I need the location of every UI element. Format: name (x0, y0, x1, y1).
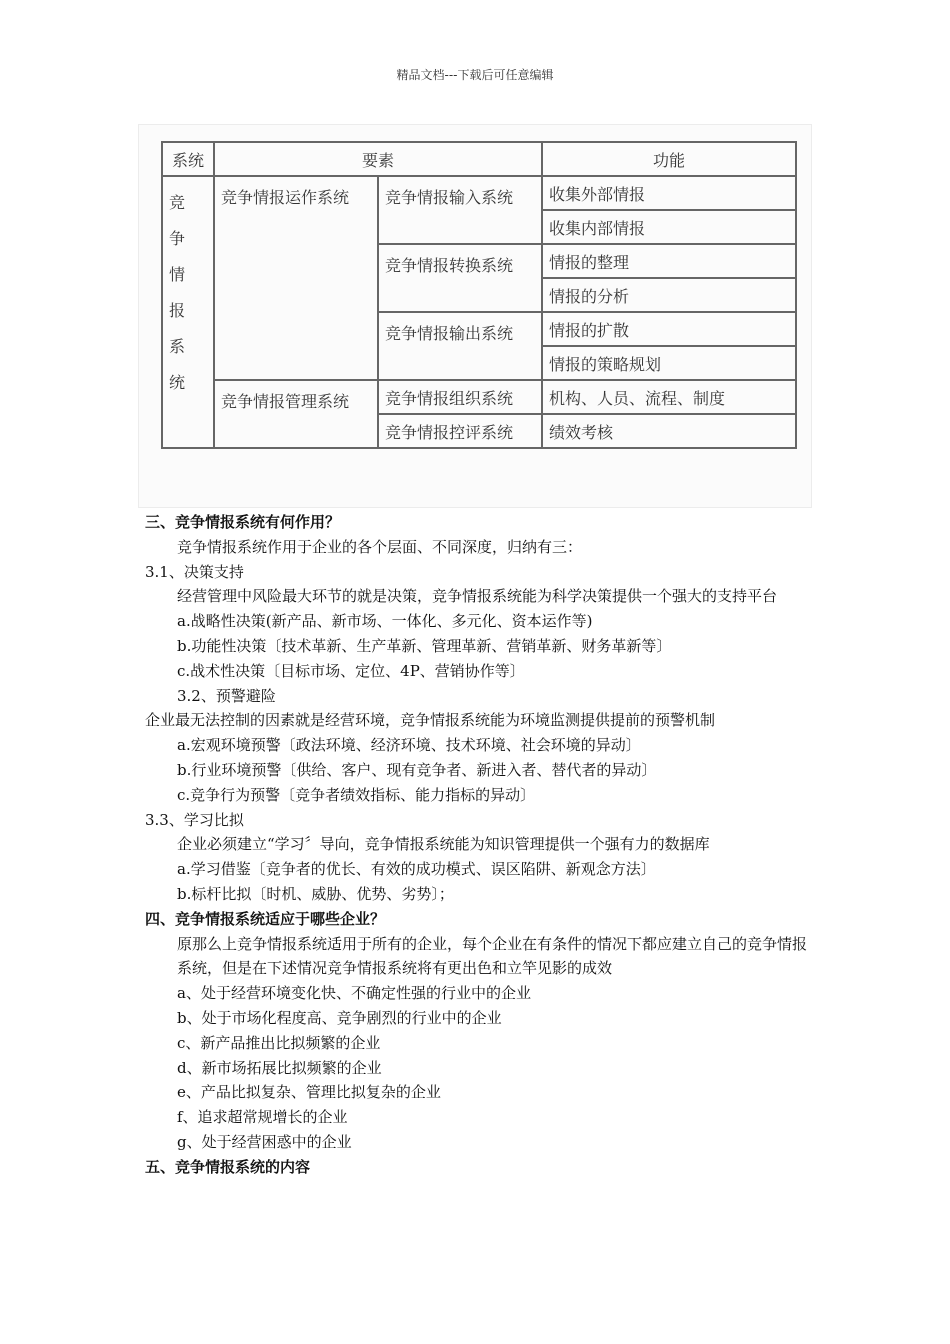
section-3-2-text: 企业最无法控制的因素就是经营环境，竞争情报系统能为环境监测提供提前的预警机制 (145, 711, 716, 730)
list-item: a、处于经营环境变化快、不确定性强的行业中的企业 (177, 984, 531, 1003)
page-header: 精品文档---下载后可任意编辑 (396, 68, 554, 82)
list-item: b.行业环境预警〔供给、客户、现有竞争者、新进入者、替代者的异动〕 (177, 760, 657, 779)
list-item: b.功能性决策〔技术革新、生产革新、管理革新、营销革新、财务革新等〕 (177, 636, 672, 655)
function-cell: 绩效考核 (542, 414, 796, 448)
system-table (161, 141, 797, 449)
section-3-1-title: 3.1、决策支持 (145, 562, 244, 581)
subsystem-control: 竞争情报控评系统 (378, 414, 542, 448)
list-item: a.学习借鉴〔竞争者的优长、有效的成功模式、误区陷阱、新观念方法〕 (177, 860, 656, 879)
document-body (145, 510, 815, 1180)
section-4-title: 四、竞争情报系统适应于哪些企业？ (145, 909, 386, 928)
subsystem-organization: 竞争情报组织系统 (378, 380, 542, 414)
section-3-title: 三、竞争情报系统有何作用？ (145, 513, 341, 531)
group-operation: 竞争情报运作系统 (214, 176, 378, 380)
system-label-vertical: 竞 争 情 报 系 统 (162, 176, 214, 448)
function-cell: 收集内部情报 (542, 210, 796, 244)
list-item: b.标杆比拟〔时机、威胁、优势、劣势〕； (177, 884, 454, 903)
subsystem-input: 竞争情报输入系统 (378, 176, 542, 244)
list-item: c、新产品推出比拟频繁的企业 (177, 1033, 381, 1052)
list-item: c.竞争行为预警〔竞争者绩效指标、能力指标的异动〕 (177, 785, 536, 804)
header-function: 功能 (542, 142, 796, 176)
list-item: f、追求超常规增长的企业 (177, 1108, 348, 1127)
list-item: a.战略性决策(新产品、新市场、一体化、多元化、资本运作等) (177, 612, 593, 631)
function-cell: 情报的分析 (542, 278, 796, 312)
section-3-3-text: 企业必须建立“学习〞导向，竞争情报系统能为知识管理提供一个强有力的数据库 (177, 835, 710, 854)
function-cell: 收集外部情报 (542, 176, 796, 210)
list-item: e、产品比拟复杂、管理比拟复杂的企业 (177, 1083, 441, 1102)
section-4-text: 原那么上竞争情报系统适用于所有的企业，每个企业在有条件的情况下都应建立自己的竞争情报系统，但是在下述情况竞争情报系统将有更出色和立竿见影的成效 (177, 934, 808, 978)
list-item: d、新市场拓展比拟频繁的企业 (177, 1058, 382, 1077)
table-row (162, 380, 796, 414)
list-item: c.战术性决策〔目标市场、定位、4P、营销协作等〕 (177, 661, 525, 680)
function-cell: 情报的整理 (542, 244, 796, 278)
function-cell: 机构、人员、流程、制度 (542, 380, 796, 414)
section-3-2-title: 3.2、预警避险 (177, 686, 276, 705)
section-3-3-title: 3.3、学习比拟 (145, 810, 244, 829)
subsystem-transform: 竞争情报转换系统 (378, 244, 542, 312)
table-row (162, 176, 796, 210)
table-header-row (162, 142, 796, 176)
subsystem-output: 竞争情报输出系统 (378, 312, 542, 380)
section-3-intro: 竞争情报系统作用于企业的各个层面、不同深度，归纳有三： (177, 537, 583, 556)
header-system: 系统 (162, 142, 214, 176)
section-3-1-text: 经营管理中风险最大环节的就是决策，竞争情报系统能为科学决策提供一个强大的支持平台 (177, 587, 778, 606)
system-table-image (138, 124, 812, 508)
list-item: g、处于经营困惑中的企业 (177, 1132, 352, 1151)
list-item: b、处于市场化程度高、竞争剧烈的行业中的企业 (177, 1008, 502, 1027)
header-elements: 要素 (214, 142, 542, 176)
section-5-title: 五、竞争情报系统的内容 (145, 1157, 311, 1176)
group-management: 竞争情报管理系统 (214, 380, 378, 448)
list-item: a.宏观环境预警〔政法环境、经济环境、技术环境、社会环境的异动〕 (177, 736, 641, 755)
function-cell: 情报的策略规划 (542, 346, 796, 380)
function-cell: 情报的扩散 (542, 312, 796, 346)
